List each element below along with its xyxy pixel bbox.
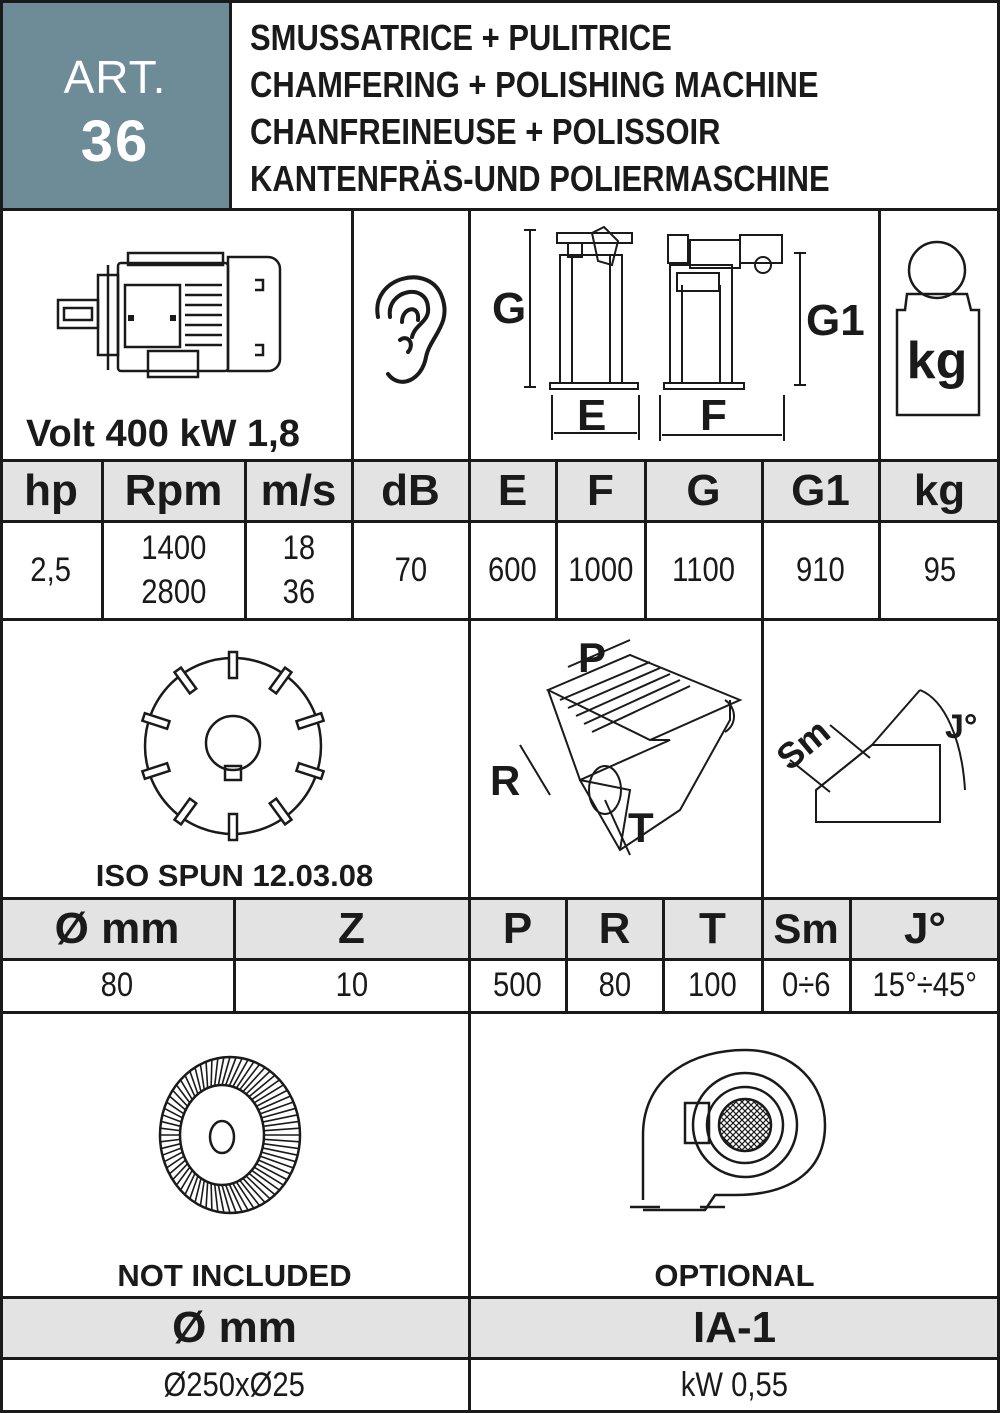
electric-motor-icon	[50, 245, 290, 390]
motor-caption: Volt 400 kW 1,8	[26, 413, 300, 455]
machine-dimensions-diagram	[472, 215, 877, 455]
brush-bristle	[160, 1139, 180, 1141]
polishing-head-diagram	[480, 630, 760, 890]
table3-header-diameter: Ø mm	[0, 1298, 469, 1358]
brush-bristle	[211, 1183, 212, 1210]
brush-bristle	[263, 1144, 299, 1149]
table2-header-z: Z	[234, 899, 469, 959]
fan-caption: OPTIONAL	[654, 1258, 815, 1293]
brush-bristle	[176, 1085, 189, 1103]
brush-bristle	[200, 1064, 204, 1089]
brush-bristle	[169, 1096, 185, 1110]
cutter-knife	[229, 652, 237, 678]
brush-bristle	[185, 1075, 195, 1096]
table2-value-j: 15°÷45°	[872, 966, 978, 1005]
title-it: SMUSSATRICE + PULITRICE	[250, 17, 672, 58]
label-sm: Sm	[768, 710, 838, 778]
brush-bristle	[167, 1102, 184, 1114]
cutter-caption: ISO SPUN 12.03.08	[95, 858, 374, 893]
table1-value-g1: 910	[796, 550, 845, 589]
brush-bristle	[185, 1173, 195, 1194]
table2-header-p: P	[469, 899, 566, 959]
table2-value-t: 100	[688, 966, 737, 1005]
flap-brush-icon	[150, 1035, 325, 1215]
article-prefix: ART.	[63, 51, 167, 103]
brush-bristle	[200, 1180, 204, 1205]
brush-bristle	[161, 1144, 181, 1149]
weight-label: kg	[906, 332, 968, 390]
table1-value-hp: 2,5	[30, 550, 72, 589]
label-p: P	[578, 634, 607, 681]
extractor-fan-icon	[625, 1045, 835, 1215]
label-g: G	[492, 284, 527, 333]
table1-header-kg: kg	[879, 461, 1000, 521]
table1-header-f: F	[556, 461, 645, 521]
table1-value-e: 600	[488, 550, 537, 589]
label-g1: G1	[806, 296, 865, 345]
table1-header-hp: hp	[0, 461, 102, 521]
brush-bristle	[181, 1080, 193, 1100]
table2-header-t: T	[663, 899, 762, 959]
table2-header-sm: Sm	[762, 899, 850, 959]
brush-bristle	[167, 1156, 184, 1168]
title-fr: CHANFREINEUSE + POLISSOIR	[250, 111, 721, 152]
table1-header-e: E	[469, 461, 556, 521]
label-e: E	[577, 391, 607, 440]
brush-bristle	[161, 1121, 181, 1126]
title-en: CHAMFERING + POLISHING MACHINE	[250, 64, 819, 105]
table1-value-rpm: 1400 2800	[140, 528, 207, 611]
table1-header-db: dB	[352, 461, 469, 521]
table2-header-r: R	[566, 899, 663, 959]
ear-icon	[360, 262, 460, 392]
chamfer-angle-diagram	[770, 680, 995, 830]
label-r: R	[490, 757, 521, 804]
table2-value-z: 10	[335, 966, 368, 1005]
brush-bristle	[160, 1128, 180, 1130]
brush-bristle	[206, 1062, 208, 1088]
label-f: F	[700, 391, 727, 440]
table1-value-kg: 95	[923, 550, 956, 589]
table2-header-diameter: Ø mm	[0, 899, 234, 959]
title-de: KANTENFRÄS-UND POLIERMASCHINE	[250, 158, 830, 199]
brush-bristle	[215, 1184, 218, 1212]
brush-bristle	[263, 1121, 299, 1126]
label-t: T	[628, 804, 654, 851]
table1-value-db: 70	[394, 550, 427, 589]
brush-bristle	[173, 1164, 188, 1180]
table1-header-g: G	[645, 461, 762, 521]
title-block	[250, 14, 990, 202]
cutter-knife	[229, 814, 237, 840]
weight-icon	[893, 238, 985, 418]
brush-caption: NOT INCLUDED	[117, 1258, 352, 1293]
table1-header-g1: G1	[762, 461, 879, 521]
brush-bristle	[169, 1160, 185, 1174]
table1-value-ms: 18 36	[282, 528, 315, 611]
table2-value-r: 80	[598, 966, 631, 1005]
brush-bristle	[173, 1090, 188, 1106]
table1-value-f: 1000	[567, 550, 634, 589]
table1-header-ms: m/s	[245, 461, 352, 521]
table1-value-g: 1100	[672, 550, 735, 589]
brush-bristle	[206, 1182, 208, 1208]
brush-bristle	[176, 1167, 189, 1185]
table3-value-diameter: Ø250xØ25	[163, 1366, 306, 1405]
article-number: 36	[80, 109, 150, 174]
brush-bristle	[181, 1170, 193, 1190]
table2-header-j: J°	[850, 899, 1000, 959]
brush-bristle	[264, 1139, 300, 1141]
table3-header-ia1: IA-1	[469, 1298, 1000, 1358]
table2-value-diameter: 80	[100, 966, 134, 1005]
table2-value-p: 500	[493, 966, 542, 1005]
brush-bristle	[215, 1058, 218, 1086]
article-badge	[0, 0, 230, 210]
table2-value-sm: 0÷6	[781, 966, 831, 1005]
cutter-head-icon	[135, 648, 331, 844]
brush-bristle	[211, 1060, 212, 1087]
table3-value-ia1: kW 0,55	[680, 1366, 789, 1405]
table1-header-rpm: Rpm	[102, 461, 245, 521]
label-j: J°	[945, 708, 978, 746]
brush-bristle	[264, 1128, 300, 1130]
